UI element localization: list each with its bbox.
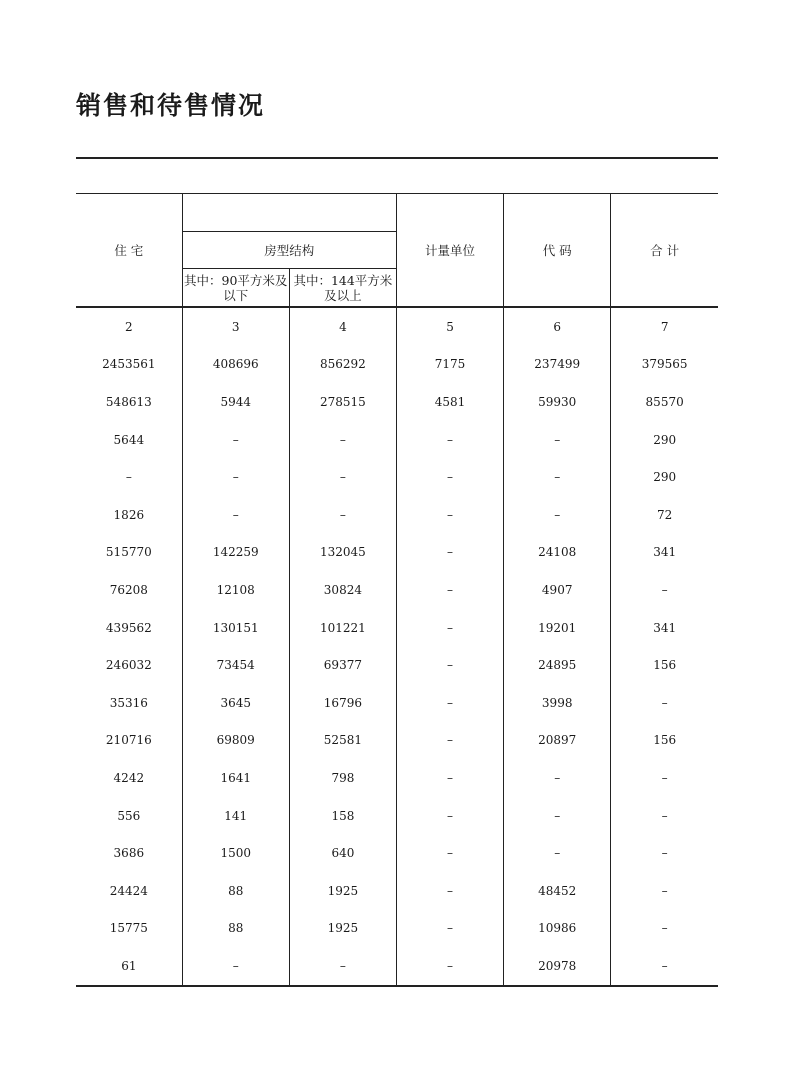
table-cell: 16796 <box>289 684 396 722</box>
table-row <box>76 346 718 384</box>
table-cell: – <box>661 921 668 936</box>
table-cell: 158 <box>289 797 396 835</box>
header-spacer <box>182 194 396 232</box>
table-cell: – <box>182 421 289 459</box>
table-cell: – <box>504 496 611 534</box>
table-cell: 290 <box>653 470 677 485</box>
table-cell: 85570 <box>645 394 684 409</box>
table-cell: – <box>182 947 289 986</box>
table-cell: 76208 <box>76 571 182 609</box>
table-cell: – <box>396 421 503 459</box>
table-cell: 15775 <box>76 910 182 948</box>
table-cell: 73454 <box>182 646 289 684</box>
table-cell: 5644 <box>76 421 182 459</box>
table-cell: 6 <box>504 307 611 346</box>
table-cell: 246032 <box>76 646 182 684</box>
table-cell: – <box>661 846 668 861</box>
table-cell: 59930 <box>504 383 611 421</box>
table-row <box>76 458 718 496</box>
table-cell: 408696 <box>182 346 289 384</box>
table-cell: – <box>396 759 503 797</box>
table-cell: 4581 <box>396 383 503 421</box>
table-cell: 5944 <box>182 383 289 421</box>
table-cell: – <box>396 458 503 496</box>
column-number-row <box>76 307 718 346</box>
table-cell: 1925 <box>289 910 396 948</box>
table-row <box>76 947 718 986</box>
table-cell: 132045 <box>289 534 396 572</box>
table-cell: 1641 <box>182 759 289 797</box>
table-row <box>76 609 718 647</box>
table-cell: 142259 <box>182 534 289 572</box>
table-cell: 141 <box>182 797 289 835</box>
table-cell: 156 <box>653 733 677 748</box>
table-row <box>76 910 718 948</box>
table-cell: – <box>396 947 503 986</box>
table-cell: 4907 <box>504 571 611 609</box>
table-cell: – <box>76 458 182 496</box>
table-cell: 237499 <box>504 346 611 384</box>
table-cell: – <box>396 910 503 948</box>
table-cell: – <box>396 797 503 835</box>
table-cell: 156 <box>653 658 677 673</box>
table-cell: 12108 <box>182 571 289 609</box>
header-sub-90: 其中：90平方米及以下 <box>182 269 289 308</box>
table-cell: 7175 <box>396 346 503 384</box>
table-cell: – <box>396 722 503 760</box>
table-cell: 35316 <box>76 684 182 722</box>
table-cell: 88 <box>182 872 289 910</box>
table-cell: 210716 <box>76 722 182 760</box>
table-cell: – <box>661 883 668 898</box>
table-cell: 1500 <box>182 834 289 872</box>
top-rule <box>76 157 718 159</box>
table-body <box>76 307 718 986</box>
header-sub-144: 其中：144平方米及以上 <box>289 269 396 308</box>
table-cell: 69809 <box>182 722 289 760</box>
table-row <box>76 646 718 684</box>
table-cell: – <box>504 797 611 835</box>
table-cell: 20978 <box>504 947 611 986</box>
table-cell: 290 <box>653 432 677 447</box>
table-cell: – <box>661 582 668 597</box>
table-row <box>76 872 718 910</box>
table-cell: 101221 <box>289 609 396 647</box>
table-cell: – <box>182 496 289 534</box>
table-row <box>76 534 718 572</box>
table-cell: 130151 <box>182 609 289 647</box>
table-row <box>76 571 718 609</box>
table-cell: 72 <box>657 507 673 522</box>
table-cell: 24895 <box>504 646 611 684</box>
table-cell: 379565 <box>641 357 688 372</box>
table-cell: – <box>396 609 503 647</box>
table-cell: 5 <box>396 307 503 346</box>
table-cell: – <box>396 571 503 609</box>
header-unit: 计量单位 <box>396 194 503 308</box>
table-cell: 48452 <box>504 872 611 910</box>
table-row <box>76 834 718 872</box>
table-cell: – <box>289 496 396 534</box>
table-cell: 548613 <box>76 383 182 421</box>
table-cell: 515770 <box>76 534 182 572</box>
table-cell: 278515 <box>289 383 396 421</box>
table-cell: 4242 <box>76 759 182 797</box>
table-cell: 856292 <box>289 346 396 384</box>
table-cell: 52581 <box>289 722 396 760</box>
table-cell: 19201 <box>504 609 611 647</box>
table-cell: 439562 <box>76 609 182 647</box>
table-cell: 3998 <box>504 684 611 722</box>
page-title: 销售和待售情况 <box>76 91 266 120</box>
table-cell: – <box>504 834 611 872</box>
table-cell: 20897 <box>504 722 611 760</box>
table-cell: 2453561 <box>76 346 182 384</box>
table-cell: – <box>661 808 668 823</box>
table-cell: – <box>396 496 503 534</box>
table-cell: 3686 <box>76 834 182 872</box>
table-cell: 4 <box>289 307 396 346</box>
table-row <box>76 684 718 722</box>
table-cell: – <box>396 872 503 910</box>
table-cell: 24424 <box>76 872 182 910</box>
table-cell: – <box>504 421 611 459</box>
header-room-structure: 房型结构 <box>182 232 396 269</box>
table-cell: 7 <box>660 319 669 334</box>
header-code: 代 码 <box>504 194 611 308</box>
table-cell: 3645 <box>182 684 289 722</box>
table-cell: 88 <box>182 910 289 948</box>
table-cell: – <box>504 759 611 797</box>
table-row <box>76 496 718 534</box>
table-cell: 798 <box>289 759 396 797</box>
table-cell: 3 <box>182 307 289 346</box>
table-cell: 341 <box>653 545 677 560</box>
table-cell: 640 <box>289 834 396 872</box>
table-cell: – <box>504 458 611 496</box>
table-cell: – <box>396 834 503 872</box>
table-cell: – <box>396 646 503 684</box>
table-row <box>76 421 718 459</box>
table-cell: 24108 <box>504 534 611 572</box>
table-row <box>76 383 718 421</box>
table-cell: 341 <box>653 620 677 635</box>
table-cell: – <box>611 947 718 986</box>
table-cell: 61 <box>76 947 182 986</box>
table-cell: 1925 <box>289 872 396 910</box>
table-row <box>76 797 718 835</box>
table-cell: 69377 <box>289 646 396 684</box>
table-cell: 556 <box>76 797 182 835</box>
table-cell: – <box>396 534 503 572</box>
header-residential: 住 宅 <box>76 194 182 308</box>
table-cell: – <box>182 458 289 496</box>
table-cell: 30824 <box>289 571 396 609</box>
table-cell: – <box>289 458 396 496</box>
table-cell: – <box>396 684 503 722</box>
table-row <box>76 759 718 797</box>
table-cell: 10986 <box>504 910 611 948</box>
table-row <box>76 722 718 760</box>
header-total: 合 计 <box>611 194 718 308</box>
table-cell: – <box>289 947 396 986</box>
table-cell: – <box>661 695 668 710</box>
table-cell: 1826 <box>76 496 182 534</box>
table-cell: – <box>661 770 668 785</box>
table-cell: 2 <box>76 307 182 346</box>
table-cell: – <box>289 421 396 459</box>
sales-table <box>76 193 718 987</box>
